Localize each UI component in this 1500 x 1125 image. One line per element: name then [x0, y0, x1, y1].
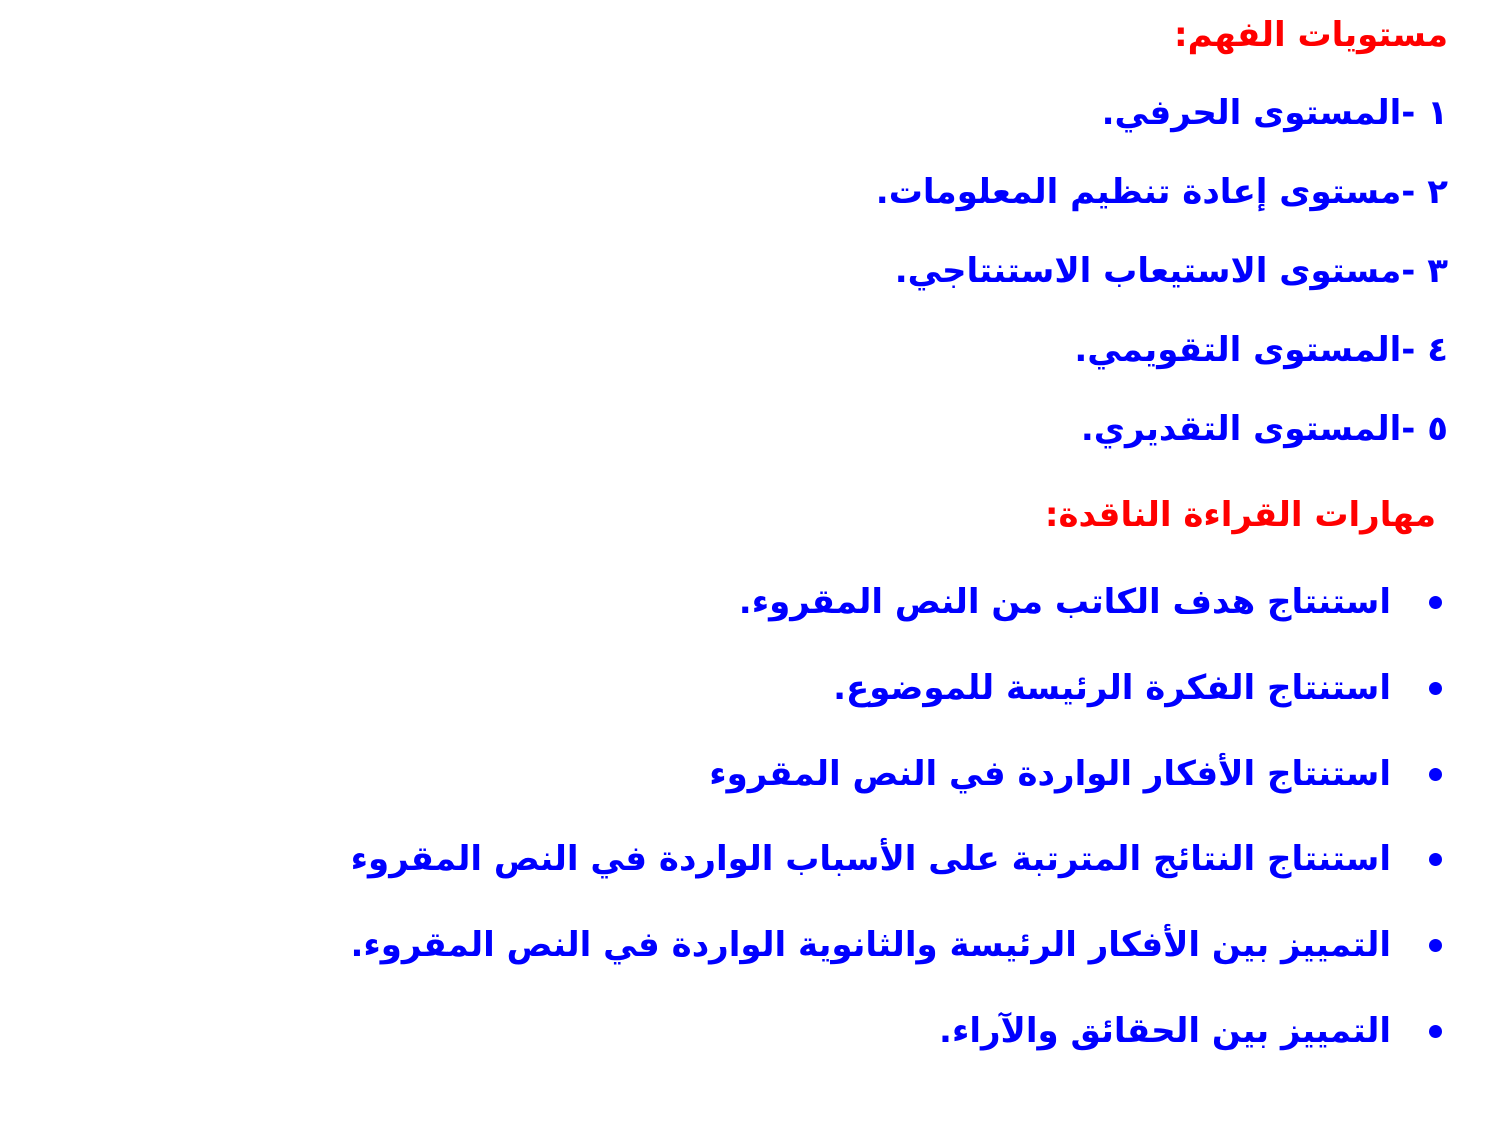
skill-text: استنتاج الأفكار الواردة في النص المقروء — [709, 754, 1391, 794]
bullet-dot-icon — [1429, 853, 1442, 866]
bullet-dot-icon — [1429, 1025, 1442, 1038]
level-item-3: ٣ -مستوى الاستيعاب الاستنتاجي. — [894, 251, 1448, 291]
level-item-4: ٤ -المستوى التقويمي. — [1074, 330, 1448, 370]
bullet-dot-icon — [1429, 768, 1442, 781]
skill-item-2 — [833, 663, 1442, 713]
comprehension-levels-heading: مستويات الفهم: — [1174, 15, 1448, 55]
skill-item-4 — [351, 834, 1442, 884]
skill-item-1 — [739, 577, 1442, 627]
skill-text: استنتاج الفكرة الرئيسة للموضوع. — [833, 668, 1391, 708]
bullet-dot-icon — [1429, 939, 1442, 952]
skill-text: التمييز بين الحقائق والآراء. — [939, 1011, 1391, 1051]
level-item-2: ٢ -مستوى إعادة تنظيم المعلومات. — [875, 172, 1448, 212]
level-item-5: ٥ -المستوى التقديري. — [1080, 409, 1448, 449]
skill-text: استنتاج النتائج المترتبة على الأسباب الواردة في النص المقروء — [350, 839, 1391, 879]
skill-item-6 — [939, 1006, 1442, 1056]
bullet-dot-icon — [1429, 596, 1442, 609]
skill-text: استنتاج هدف الكاتب من النص المقروء. — [738, 582, 1391, 622]
skill-text: التمييز بين الأفكار الرئيسة والثانوية الواردة في النص المقروء. — [350, 925, 1391, 965]
level-item-1: ١ -المستوى الحرفي. — [1101, 93, 1448, 133]
critical-reading-heading: مهارات القراءة الناقدة: — [1044, 495, 1436, 535]
skill-item-3 — [709, 749, 1442, 799]
bullet-dot-icon — [1429, 682, 1442, 695]
skill-item-5 — [351, 920, 1443, 970]
